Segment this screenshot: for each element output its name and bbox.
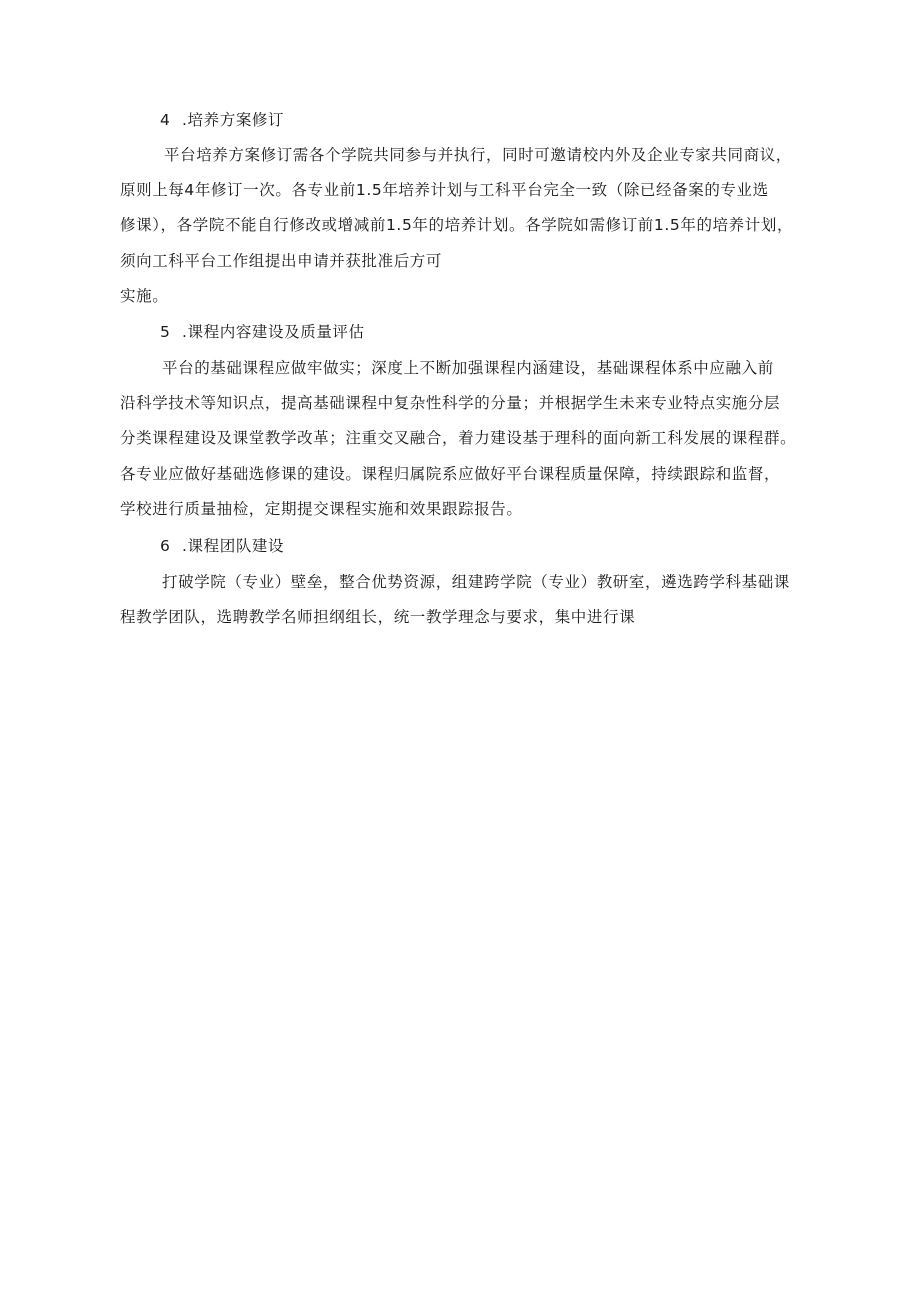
paragraph-line: 学校进行质量抽检，定期提交课程实施和效果跟踪报告。 (120, 500, 523, 518)
section-number: 6 (160, 537, 171, 555)
section-title: .培养方案修订 (182, 111, 285, 129)
paragraph-line: 程教学团队，选聘教学名师担纲组长，统一教学理念与要求，集中进行课 (120, 608, 636, 626)
paragraph-line: 沿科学技术等知识点，提高基础课程中复杂性科学的分量；并根据学生未来专业特点实施分层 (120, 394, 781, 412)
section-number: 5 (160, 323, 171, 341)
paragraph-line: 分类课程建设及课堂教学改革；注重交叉融合，着力建设基于理科的面向新工科发展的课程群。 (120, 429, 797, 447)
paragraph-line: 打破学院（专业）壁垒，整合优势资源，组建跨学院（专业）教研室，遴选跨学科基础课 (162, 573, 790, 591)
section-heading (160, 536, 284, 556)
paragraph-line: 原则上每4年修订一次。各专业前1.5年培养计划与工科平台完全一致（除已经备案的专业选 (120, 181, 769, 199)
paragraph-line: 平台培养方案修订需各个学院共同参与并执行，同时可邀请校内外及企业专家共同商议， (164, 146, 792, 164)
section-title: .课程内容建设及质量评估 (182, 323, 365, 341)
paragraph-line: 各专业应做好基础选修课的建设。课程归属院系应做好平台课程质量保障，持续跟踪和监督， (120, 465, 781, 483)
paragraph-line: 实施。 (120, 287, 169, 305)
paragraph-line: 须向工科平台工作组提出申请并获批准后方可 (120, 252, 443, 270)
paragraph-line: 修课），各学院不能自行修改或增减前1.5年的培养计划。各学院如需修订前1.5年的培养计划， (120, 216, 794, 234)
section-heading (160, 110, 284, 130)
section-number: 4 (160, 111, 171, 129)
paragraph-line: 平台的基础课程应做牢做实；深度上不断加强课程内涵建设，基础课程体系中应融入前 (162, 359, 774, 377)
section-heading (160, 322, 365, 342)
section-title: .课程团队建设 (182, 537, 285, 555)
